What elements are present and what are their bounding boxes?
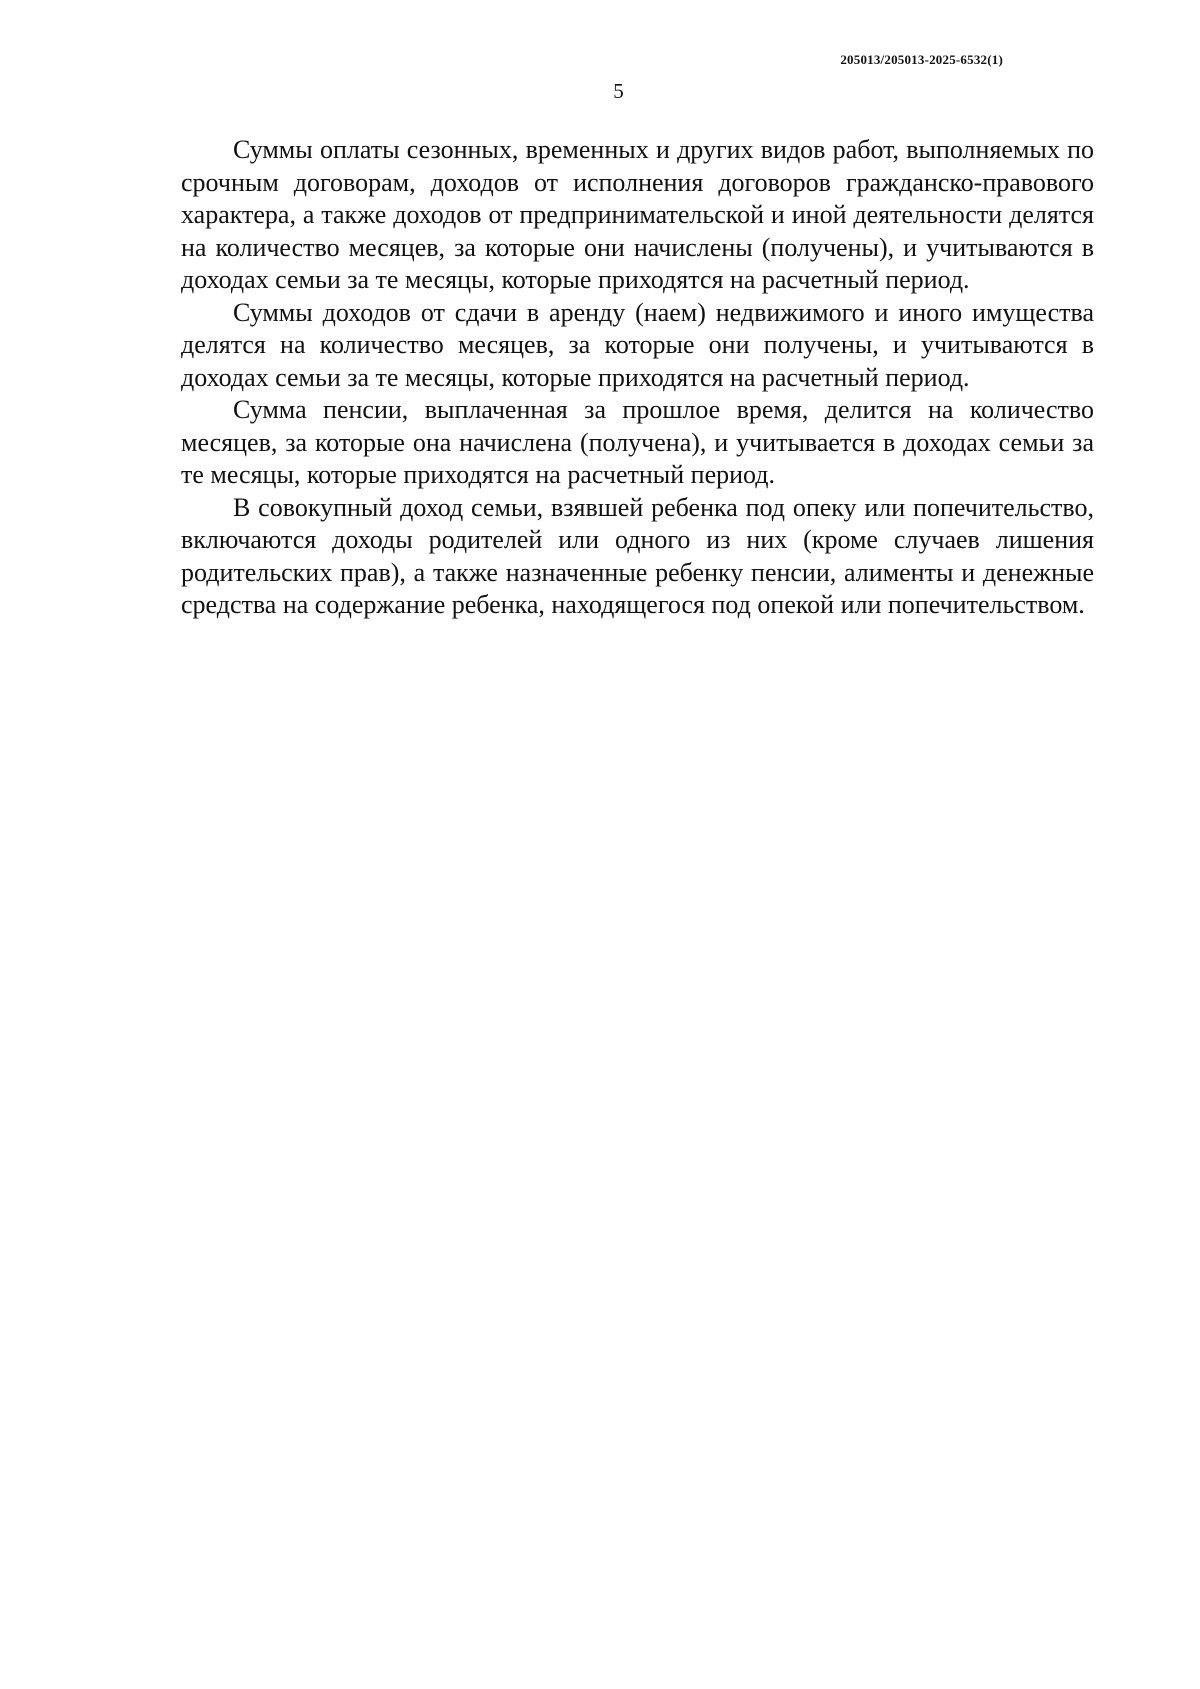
paragraph-rental-income: Суммы доходов от сдачи в аренду (наем) недвижимого и иного имущества делятся на количество месяцев, за которые они получены, и учитываются в доходах семьи за те месяцы, которые приходятся на расчетный период. [181, 297, 1094, 392]
paragraph-pension-arrears: Сумма пенсии, выплаченная за прошлое время, делится на количество месяцев, за которые она начислена (получена), и учитывается в доходах семьи за те месяцы, которые приходятся на расчетный период. [181, 395, 1094, 489]
page-number: 5 [613, 79, 624, 103]
document-number: 205013/205013-2025-6532(1) [840, 52, 1003, 67]
document-body [181, 134, 1094, 622]
paragraph-guardianship-income: В совокупный доход семьи, взявшей ребенка под опеку или попечительство, включаются доходы родителей или одного из них (кроме случаев лишения родительских прав), а также назначенные ребенку пенсии, алименты и денежные средства на содержание ребенка, находящегося под опекой или попечительством. [181, 492, 1094, 619]
paragraph-seasonal-work-income: Суммы оплаты сезонных, временных и других видов работ, выполняемых по срочным договорам, доходов от исполнения договоров гражданско-правового характера, а также доходов от предпринимательской и иной деятельности делятся на количество месяцев, за которые они начислены (получены), и учитываются в доходах семьи за те месяцы, которые приходятся на расчетный период. [181, 135, 1094, 294]
